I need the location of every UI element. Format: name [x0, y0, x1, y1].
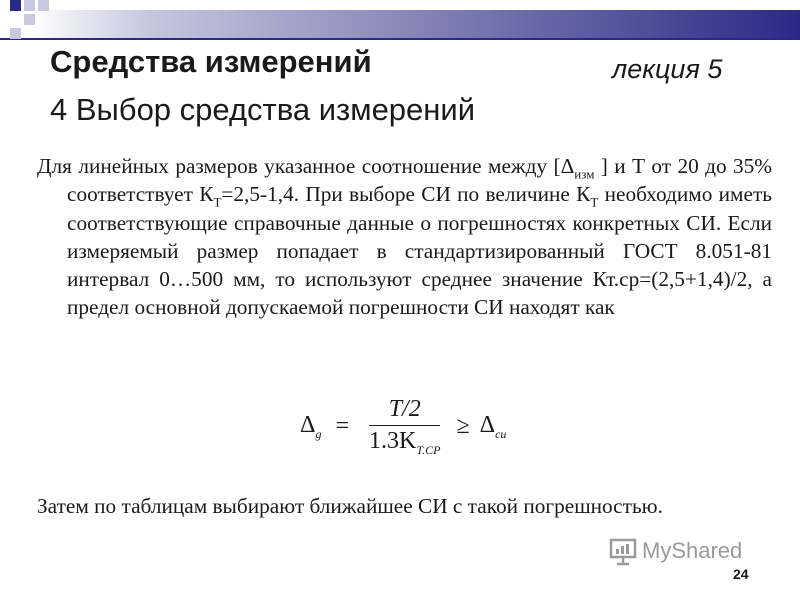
fraction-numerator: T/2 — [369, 396, 440, 426]
denominator-text: 1.3K — [368, 428, 417, 454]
delta-symbol: Δ — [300, 412, 316, 438]
paragraph-text: Для линейных размеров указанное соотношение между [Δ — [37, 154, 575, 178]
subscript: Т — [590, 194, 599, 210]
decor-square — [24, 14, 35, 25]
geq-sign: ≥ — [456, 413, 470, 440]
presentation-icon — [608, 538, 638, 566]
watermark-text: MyShared — [642, 538, 743, 563]
formula-rhs — [480, 412, 507, 442]
body-paragraph — [37, 152, 772, 322]
denominator-subscript: T.CP — [416, 442, 441, 457]
subscript: изм — [574, 166, 595, 182]
lecture-label: лекция 5 — [612, 54, 723, 84]
body-paragraph-2 — [37, 492, 737, 520]
decor-square — [10, 0, 21, 11]
page-number: 24 — [733, 566, 749, 582]
paragraph-text: Затем по таблицам выбирают ближайшее СИ с такой погрешностью. — [37, 494, 663, 518]
paragraph-text: ] и Т от 20 до 35% соответствует К — [67, 154, 773, 207]
decor-square — [38, 0, 49, 11]
subscript: Т — [213, 194, 222, 210]
fraction-denominator — [369, 426, 440, 458]
delta-symbol: Δ — [479, 412, 496, 438]
paragraph-text: =2,5-1,4. При выборе СИ по величине К — [221, 182, 591, 207]
decor-square — [24, 0, 35, 11]
formula-subscript: си — [495, 426, 507, 441]
paragraph-text: необходимо иметь соответствующие справочные данные о погрешностях конкретных СИ. Если измеряемый размер попадает в стандартизированный ГОСТ 8.051-81 интервал 0…500 мм, то используют среднее значение Кт.ср=(2,5+1,4)/2, а предел основной допускаемой погрешности СИ находят как — [67, 182, 772, 320]
header-gradient-bar — [0, 10, 800, 38]
equals-sign: = — [335, 413, 349, 440]
slide-title: Средства измерений — [50, 44, 372, 79]
formula-fraction — [369, 396, 440, 458]
formula-lhs — [300, 412, 321, 442]
decor-square — [10, 28, 21, 39]
section-title: 4 Выбор средства измерений — [50, 92, 476, 127]
header-divider — [0, 38, 800, 40]
formula — [300, 396, 506, 458]
formula-subscript: g — [315, 426, 322, 441]
